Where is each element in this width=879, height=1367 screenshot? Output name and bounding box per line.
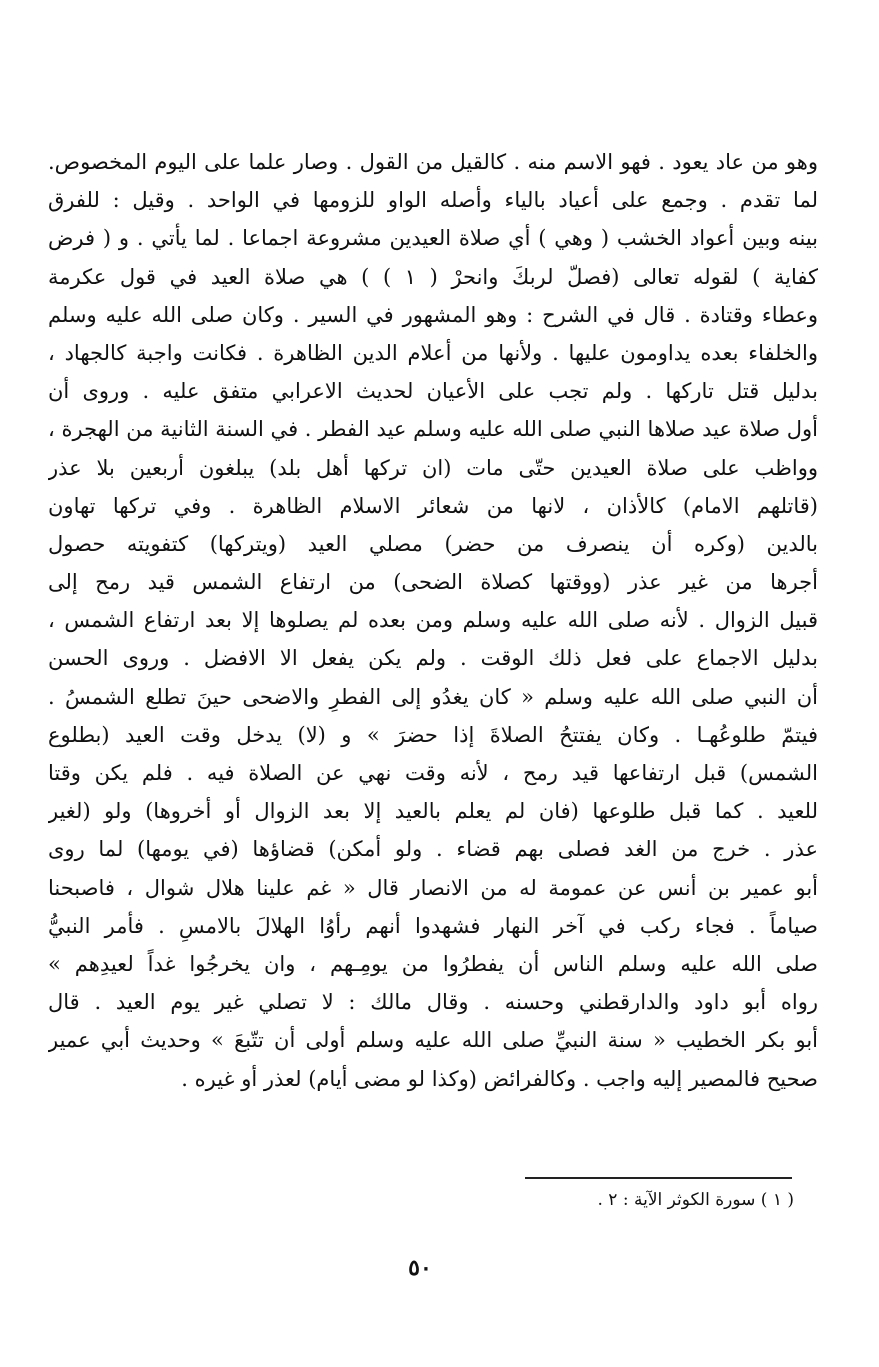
text-line: قبيل الزوال . لأنه صلى الله عليه وسلم ومن بعده لم يصلوها إلا بعد ارتفاع الشمس ، — [48, 608, 818, 633]
text-line: فيتمّ طلوعُهـا . وكان يفتتحُ الصلاةَ إذا حضرَ » و (لا) يدخل وقت العيد (بطلوع — [48, 722, 818, 747]
footnote: ( ١ ) سورة الكوثر الآية : ٢ . — [597, 1190, 794, 1210]
text-line: بالدين (وكره أن ينصرف من حضر) مصلي العيد (ويتركها) كتفويته حصول — [48, 531, 818, 556]
text-line: أبو بكر الخطيب « سنة النبيِّ صلى الله عليه وسلم أولى أن تتّبعَ » وحديث أبي عمير — [48, 1028, 818, 1053]
text-line: أول صلاة عيد صلاها النبي صلى الله عليه وسلم عيد الفطر . في السنة الثانية من الهجرة ، — [48, 417, 818, 442]
footnote-divider — [525, 1177, 792, 1179]
text-line: لما تقدم . وجمع على أعياد بالياء وأصله الواو للزومها في الواحد . وقيل : للفرق — [48, 188, 818, 213]
page-number: ٥٠ — [408, 1255, 432, 1281]
text-line: صياماً . فجاء ركب في آخر النهار فشهدوا أنهم رأوُا الهلالَ بالامسِ . فأمر النبيُّ — [48, 913, 818, 938]
text-line: صلى الله عليه وسلم الناس أن يفطرُوا من يومِـهم ، وان يخرجُوا غداً لعيدِهم » — [48, 951, 818, 976]
text-line: بينه وبين أعواد الخشب ( وهي ) أي صلاة العيدين مشروعة اجماعا . لما يأتي . و ( فرض — [48, 226, 818, 251]
text-line: عذر . خرج من الغد فصلى بهم قضاء . ولو أمكن) قضاؤها (في يومها) لما روى — [48, 837, 818, 862]
text-line: للعيد . كما قبل طلوعها (فان لم يعلم بالعيد إلا بعد الزوال أو أخروها) ولو (لغير — [48, 799, 818, 824]
text-line: بدليل الاجماع على فعل ذلك الوقت . ولم يكن يفعل الا الافضل . وروى الحسن — [48, 646, 818, 671]
text-line: وهو من عاد يعود . فهو الاسم منه . كالقيل من القول . وصار علما على اليوم المخصوص. — [48, 150, 818, 174]
text-line: أجرها من غير عذر (ووقتها كصلاة الضحى) من ارتفاع الشمس قيد رمح إلى — [48, 570, 818, 595]
body-text — [48, 143, 818, 1098]
text-line: والخلفاء بعده يداومون عليها . ولأنها من أعلام الدين الظاهرة . فكانت واجبة كالجهاد ، — [48, 340, 818, 365]
text-line: رواه أبو داود والدارقطني وحسنه . وقال مالك : لا تصلي غير يوم العيد . قال — [48, 990, 818, 1015]
text-line: بدليل قتل تاركها . ولم تجب على الأعيان لحديث الاعرابي متفق عليه . وروى أن — [48, 379, 818, 404]
text-line: أن النبي صلى الله عليه وسلم « كان يغدُو إلى الفطرِ والاضحى حينَ تطلع الشمسُ . — [48, 684, 818, 709]
text-line: صحيح فالمصير إليه واجب . وكالفرائض (وكذا لو مضى أيام) لعذر أو غيره . — [181, 1066, 818, 1091]
text-line: كفاية ) لقوله تعالى (فصلّ لربكَ وانحرْ ( ١ ) ) هي صلاة العيد في قول عكرمة — [48, 264, 818, 289]
text-line: أبو عمير بن أنس عن عمومة له من الانصار قال « غم علينا هلال شوال ، فاصبحنا — [48, 875, 818, 900]
text-line: الشمس) قبل ارتفاعها قيد رمح ، لأنه وقت نهي عن الصلاة فيه . فلم يكن وقتا — [48, 761, 818, 785]
text-line: (قاتلهم الامام) كالأذان ، لانها من شعائر الاسلام الظاهرة . وفي تركها تهاون — [48, 493, 818, 518]
text-line: وعطاء وقتادة . قال في الشرح : وهو المشهور في السير . وكان صلى الله عليه وسلم — [48, 302, 818, 327]
text-line: وواظب على صلاة العيدين حتّى مات (ان تركها أهل بلد) يبلغون أربعين بلا عذر — [48, 455, 818, 480]
